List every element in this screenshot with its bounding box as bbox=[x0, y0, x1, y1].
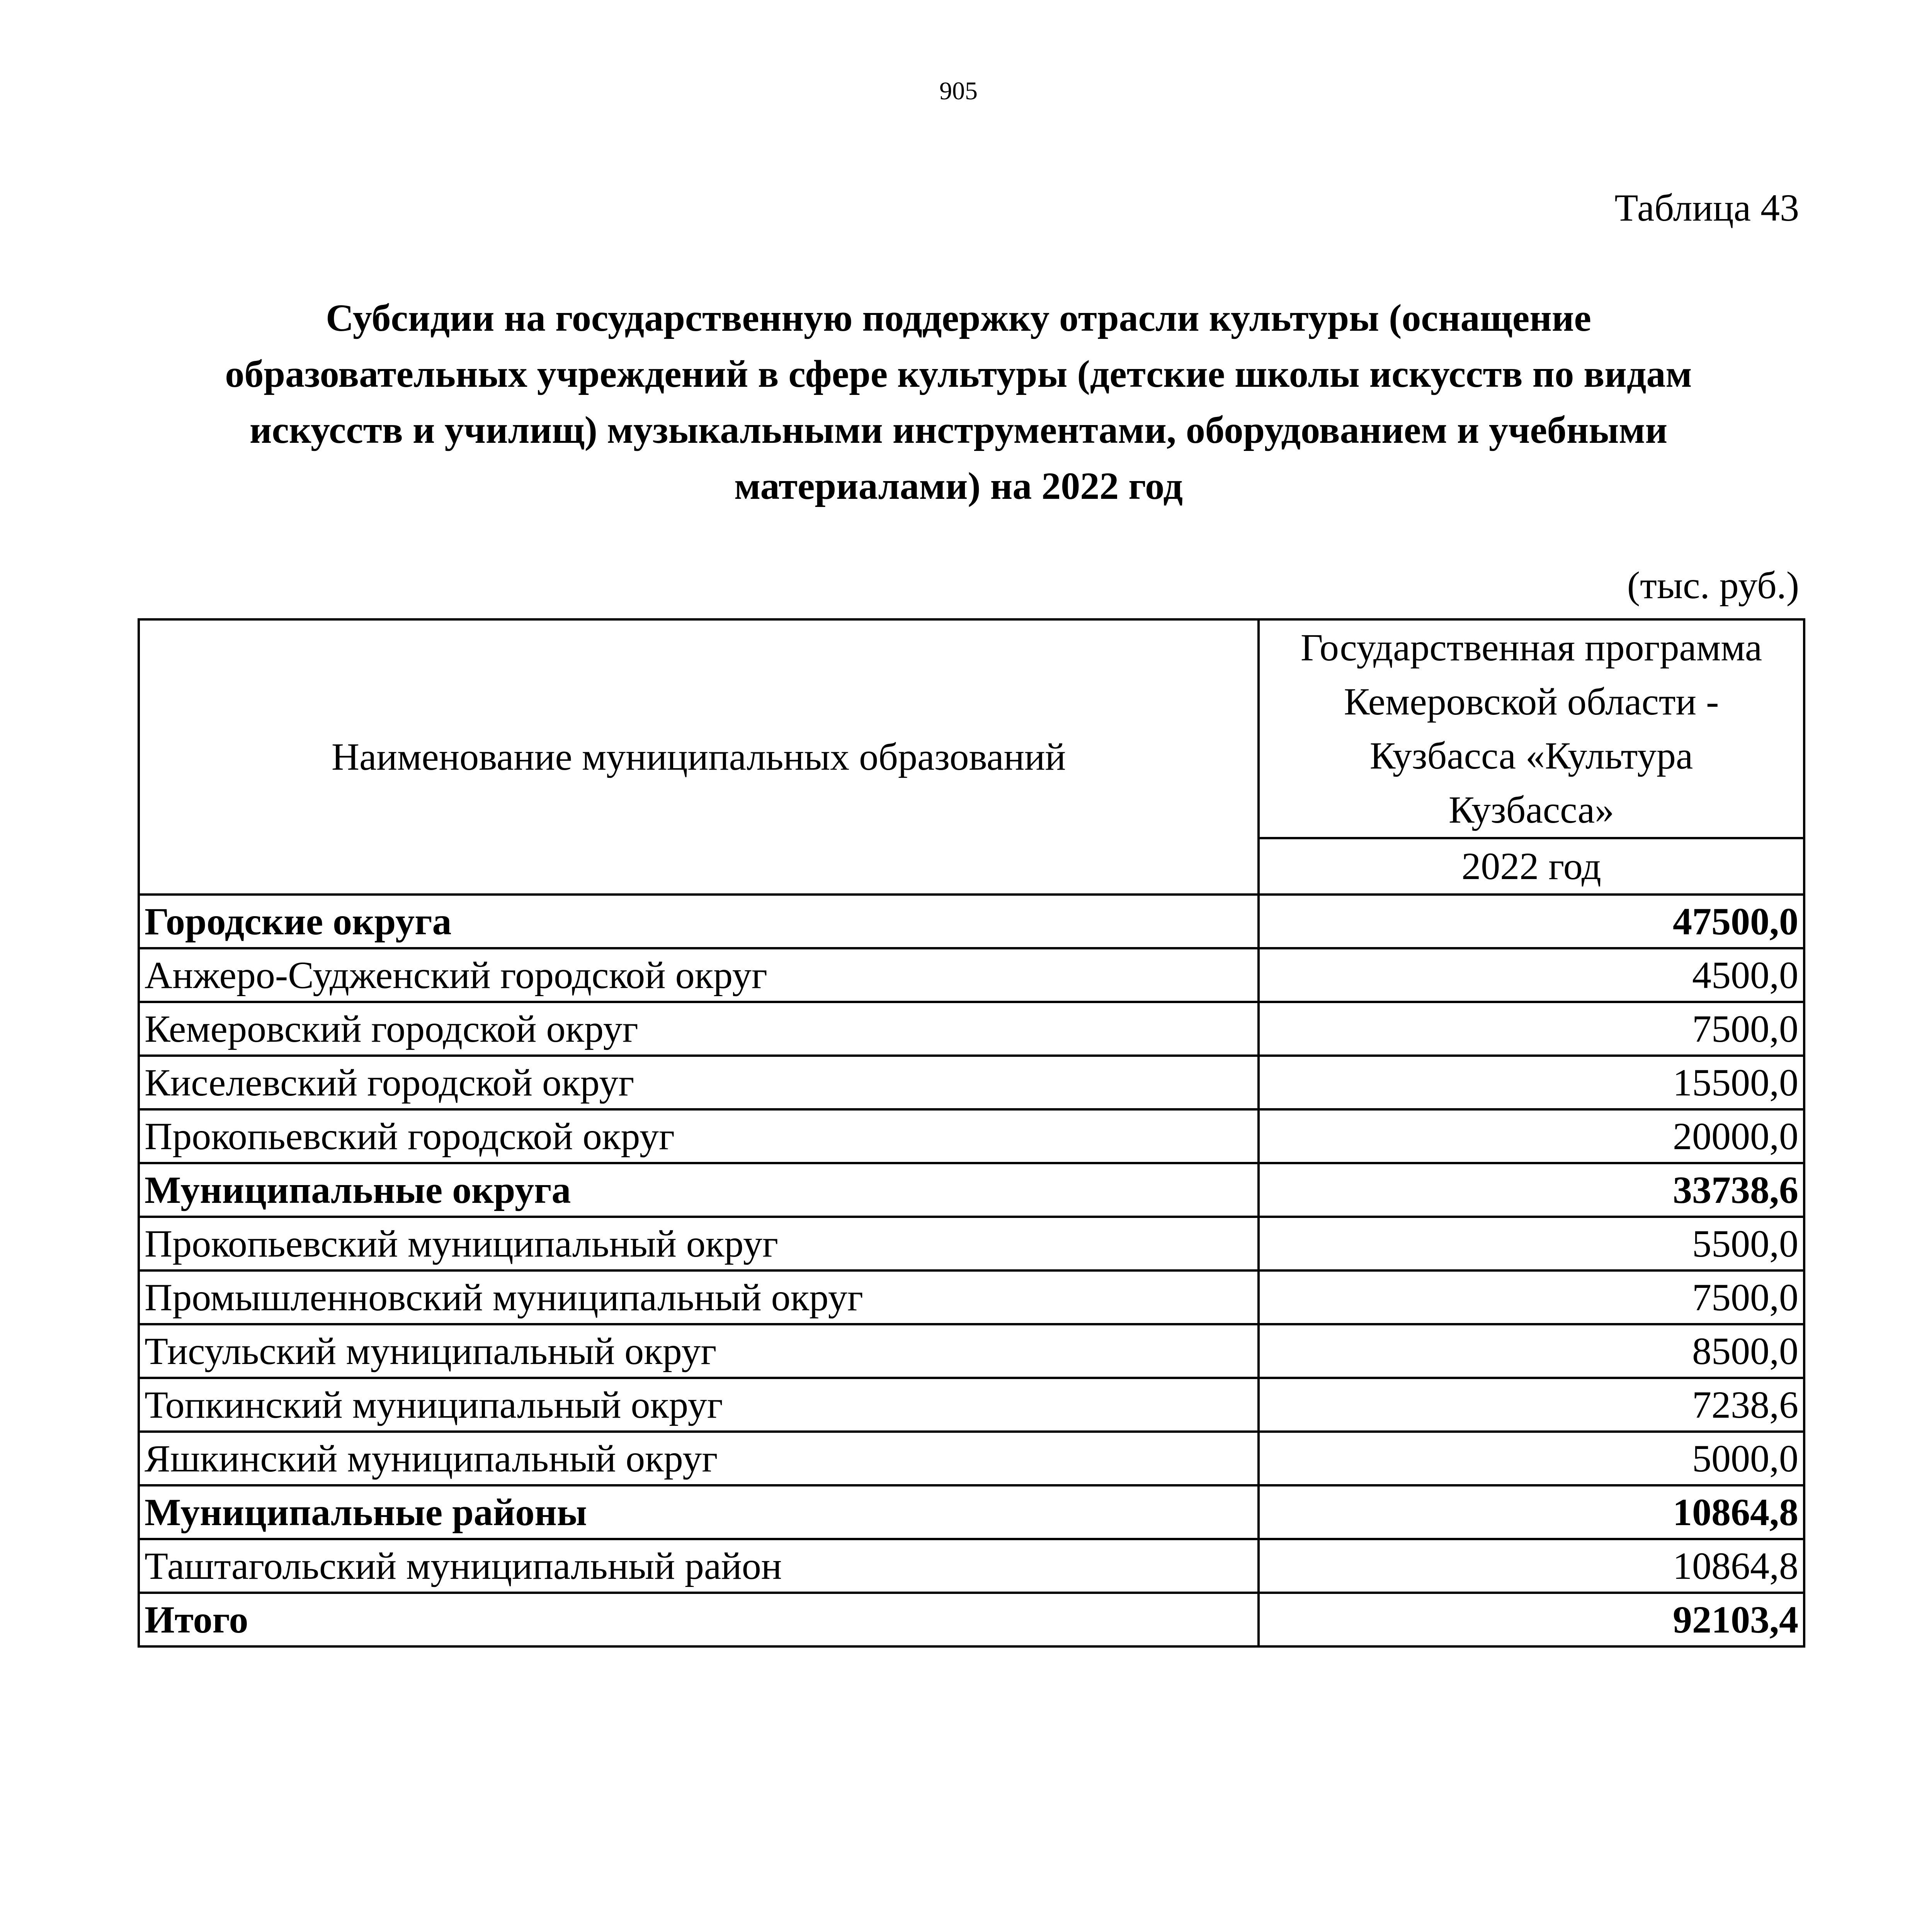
header-year: 2022 год bbox=[1259, 838, 1804, 895]
subsidy-value-cell: 7238,6 bbox=[1259, 1378, 1804, 1432]
table-header-row bbox=[139, 619, 1804, 838]
municipality-name-cell: Топкинский муниципальный округ bbox=[139, 1378, 1259, 1432]
municipality-name-cell: Таштагольский муниципальный район bbox=[139, 1539, 1259, 1593]
subsidy-value-cell: 8500,0 bbox=[1259, 1324, 1804, 1378]
table-group-row bbox=[139, 1485, 1804, 1539]
table-row bbox=[139, 1378, 1804, 1432]
table-group-row bbox=[139, 1593, 1804, 1646]
subsidy-value-cell: 5000,0 bbox=[1259, 1432, 1804, 1485]
municipality-name-cell: Кемеровский городской округ bbox=[139, 1002, 1259, 1056]
subsidy-value-cell: 7500,0 bbox=[1259, 1270, 1804, 1324]
table-row bbox=[139, 1109, 1804, 1163]
header-program-line: Кемеровской области - bbox=[1344, 680, 1719, 723]
municipality-name-cell: Тисульский муниципальный округ bbox=[139, 1324, 1259, 1378]
page-number: 905 bbox=[939, 77, 978, 105]
table-row bbox=[139, 1217, 1804, 1270]
table-row bbox=[139, 1002, 1804, 1056]
municipality-name-cell: Прокопьевский муниципальный округ bbox=[139, 1217, 1259, 1270]
document-title bbox=[155, 290, 1762, 514]
municipality-name-cell: Итого bbox=[139, 1593, 1259, 1646]
table-row bbox=[139, 1539, 1804, 1593]
header-program-line: Кузбасса «Культура bbox=[1369, 734, 1693, 777]
header-program-line: Кузбасса» bbox=[1448, 788, 1614, 831]
subsidy-value-cell: 15500,0 bbox=[1259, 1056, 1804, 1109]
title-line: материалами) на 2022 год bbox=[734, 464, 1183, 507]
subsidy-value-cell: 10864,8 bbox=[1259, 1485, 1804, 1539]
subsidies-table bbox=[138, 618, 1805, 1648]
municipality-name-cell: Муниципальные округа bbox=[139, 1163, 1259, 1217]
title-line: Субсидии на государственную поддержку отрасли культуры (оснащение bbox=[326, 296, 1591, 339]
subsidy-value-cell: 7500,0 bbox=[1259, 1002, 1804, 1056]
municipality-name-cell: Городские округа bbox=[139, 895, 1259, 948]
title-line: образовательных учреждений в сфере культуры (детские школы искусств по видам bbox=[225, 352, 1692, 395]
subsidy-value-cell: 33738,6 bbox=[1259, 1163, 1804, 1217]
subsidy-value-cell: 10864,8 bbox=[1259, 1539, 1804, 1593]
subsidy-value-cell: 5500,0 bbox=[1259, 1217, 1804, 1270]
municipality-name-cell: Прокопьевский городской округ bbox=[139, 1109, 1259, 1163]
table-row bbox=[139, 1324, 1804, 1378]
municipality-name-cell: Муниципальные районы bbox=[139, 1485, 1259, 1539]
units-label: (тыс. руб.) bbox=[1627, 564, 1799, 607]
subsidy-value-cell: 20000,0 bbox=[1259, 1109, 1804, 1163]
municipality-name-cell: Киселевский городской округ bbox=[139, 1056, 1259, 1109]
table-group-row bbox=[139, 895, 1804, 948]
table-label: Таблица 43 bbox=[1614, 186, 1799, 229]
table-group-row bbox=[139, 1163, 1804, 1217]
header-municipality-name: Наименование муниципальных образований bbox=[139, 619, 1259, 895]
subsidy-value-cell: 92103,4 bbox=[1259, 1593, 1804, 1646]
header-program bbox=[1259, 619, 1804, 838]
table-row bbox=[139, 1270, 1804, 1324]
table-row bbox=[139, 948, 1804, 1002]
table-row bbox=[139, 1056, 1804, 1109]
municipality-name-cell: Анжеро-Судженский городской округ bbox=[139, 948, 1259, 1002]
table-body bbox=[139, 895, 1804, 1646]
subsidy-value-cell: 4500,0 bbox=[1259, 948, 1804, 1002]
table-row bbox=[139, 1432, 1804, 1485]
header-program-line: Государственная программа bbox=[1300, 626, 1762, 669]
municipality-name-cell: Яшкинский муниципальный округ bbox=[139, 1432, 1259, 1485]
municipality-name-cell: Промышленновский муниципальный округ bbox=[139, 1270, 1259, 1324]
subsidy-value-cell: 47500,0 bbox=[1259, 895, 1804, 948]
title-line: искусств и училищ) музыкальными инструментами, оборудованием и учебными bbox=[249, 408, 1668, 451]
